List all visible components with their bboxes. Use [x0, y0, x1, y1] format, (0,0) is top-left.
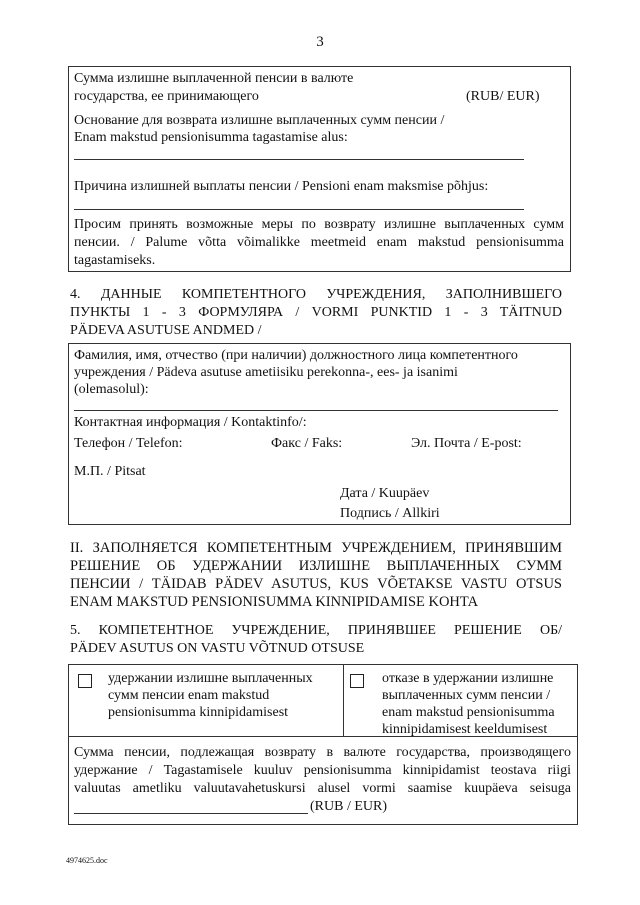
- contact-label: Контактная информация / Kontaktinfo/:: [74, 415, 307, 430]
- refund-line2: удержание / Tagastamisele kuuluv pensionisumma kinnipidamist teostava riigi: [74, 763, 571, 778]
- section4-heading-line3: PÄDEVA ASUTUSE ANDMED /: [70, 323, 262, 338]
- phone-label: Телефон / Telefon:: [74, 436, 183, 451]
- withhold-checkbox[interactable]: [78, 674, 92, 688]
- document-filename: 4974625.doc: [66, 856, 108, 865]
- section5-heading-line1: 5. КОМПЕТЕНТНОЕ УЧРЕЖДЕНИЕ, ПРИНЯВШЕЕ РЕШЕНИЕ ОБ/: [70, 623, 562, 638]
- section2-heading-line2: РЕШЕНИЕ ОБ УДЕРЖАНИИ ИЗЛИШНЕ ВЫПЛАЧЕННЫХ СУММ: [70, 558, 562, 574]
- fax-label: Факс / Faks:: [271, 436, 343, 451]
- refuse-line3: enam makstud pensionisumma: [382, 705, 555, 720]
- refuse-line1: отказе в удержании излишне: [382, 671, 554, 686]
- date-label: Дата / Kuupäev: [340, 486, 430, 501]
- sum-label-line2: государства, ее принимающего: [74, 89, 259, 104]
- section2-heading-line1: II. ЗАПОЛНЯЕТСЯ КОМПЕТЕНТНЫМ УЧРЕЖДЕНИЕМ, ПРИНЯВШИМ: [70, 540, 562, 556]
- request-line3: tagastamiseks.: [74, 253, 156, 268]
- page-number: 3: [316, 34, 324, 50]
- refund-currency-label: (RUB / EUR): [310, 799, 387, 814]
- withhold-line1: удержании излишне выплаченных: [108, 671, 313, 686]
- section2-heading-line3: ПЕНСИИ / TÄIDAB PÄDEV ASUTUS, KUS VÕETAKSE VASTU OTSUS: [70, 576, 562, 592]
- email-label: Эл. Почта / E-post:: [411, 436, 522, 451]
- refuse-line2: выплаченных сумм пенсии /: [382, 688, 551, 703]
- refuse-checkbox[interactable]: [350, 674, 364, 688]
- section4-heading-line1: 4. ДАННЫЕ КОМПЕТЕНТНОГО УЧРЕЖДЕНИЯ, ЗАПОЛНИВШЕГО: [70, 287, 562, 302]
- refund-line3: valuutas ametliku valuutavahetuskursi alusel vormi saamise kuupäeva seisuga: [74, 781, 571, 796]
- section5-heading-line2: PÄDEV ASUTUS ON VASTU VÕTNUD OTSUSE: [70, 641, 365, 656]
- section2-heading-line4: ENAM MAKSTUD PENSIONISUMMA KINNIPIDAMISE KOHTA: [70, 594, 479, 610]
- decision-divider: [343, 664, 344, 736]
- withhold-line2: сумм пенсии enam makstud: [108, 688, 270, 703]
- official-name-fill-line[interactable]: [74, 410, 558, 411]
- official-name-line3: (olemasolul):: [74, 382, 149, 397]
- request-line2: пенсии. / Palume võtta võimalikke meetmeid enam makstud pensionisumma: [74, 235, 564, 250]
- currency-label: (RUB/ EUR): [466, 89, 540, 104]
- reason-label: Причина излишней выплаты пенсии / Pensioni enam maksmise põhjus:: [74, 179, 489, 194]
- refund-line1: Сумма пенсии, подлежащая возврату в валюте государства, производящего: [74, 745, 571, 760]
- sum-label-line1: Сумма излишне выплаченной пенсии в валюте: [74, 71, 354, 86]
- official-name-line2: учреждения / Pädeva asutuse ametiisiku perekonna-, ees- ja isanimi: [74, 365, 458, 380]
- refuse-line4: kinnipidamisest keeldumisest: [382, 722, 548, 737]
- official-name-line1: Фамилия, имя, отчество (при наличии) должностного лица компетентного: [74, 348, 518, 363]
- basis-label-line1: Основание для возврата излишне выплаченных сумм пенсии /: [74, 113, 445, 128]
- withhold-line3: pensionisumma kinnipidamisest: [108, 705, 289, 720]
- refund-amount-fill-line[interactable]: [74, 813, 308, 814]
- request-line1: Просим принять возможные меры по возврату излишне выплаченных сумм: [74, 217, 564, 232]
- basis-label-line2: Enam makstud pensionisumma tagastamise alus:: [74, 130, 348, 145]
- basis-fill-line[interactable]: [74, 159, 524, 160]
- signature-label: Подпись / Allkiri: [340, 506, 440, 521]
- section4-heading-line2: ПУНКТЫ 1 - 3 ФОРМУЛЯРА / VORMI PUNKTID 1 - 3 TÄITNUD: [70, 305, 562, 320]
- stamp-label: М.П. / Pitsat: [74, 464, 146, 479]
- reason-fill-line[interactable]: [74, 209, 524, 210]
